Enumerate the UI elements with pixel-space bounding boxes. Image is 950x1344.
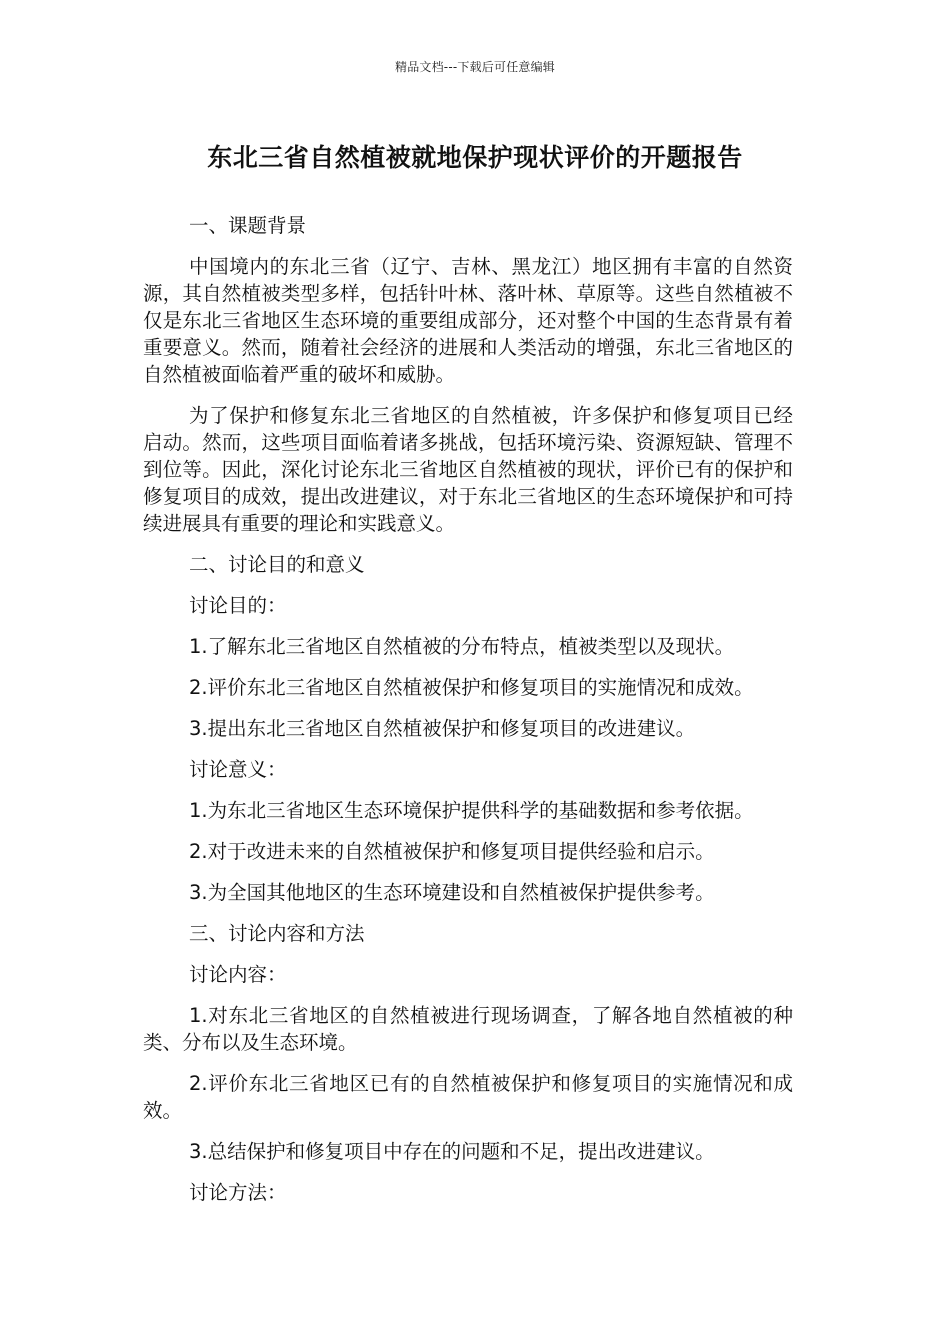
section-heading-content-methods: 三、讨论内容和方法 <box>189 922 365 945</box>
list-item-purpose-1: 1.了解东北三省地区自然植被的分布特点，植被类型以及现状。 <box>189 635 735 658</box>
list-item-significance-2: 2.对于改进未来的自然植被保护和修复项目提供经验和启示。 <box>189 840 715 863</box>
document-title: 东北三省自然植被就地保护现状评价的开题报告 <box>207 143 743 172</box>
document-body <box>143 212 793 1220</box>
list-item-purpose-2: 2.评价东北三省地区自然植被保护和修复项目的实施情况和成效。 <box>189 676 754 699</box>
subheading-methods: 讨论方法： <box>189 1181 287 1204</box>
section-heading-purpose: 二、讨论目的和意义 <box>189 553 365 576</box>
subheading-purpose: 讨论目的： <box>189 594 287 617</box>
paragraph-background-1: 中国境内的东北三省（辽宁、吉林、黑龙江）地区拥有丰富的自然资源，其自然植被类型多样，包括针叶林、落叶林、草原等。这些自然植被不仅是东北三省地区生态环境的重要组成部分，还对整个中国的生态背景有着重要意义。然而，随着社会经济的进展和人类活动的增强，东北三省地区的自然植被面临着严重的破坏和威胁。 <box>143 255 793 386</box>
paragraph-background-2: 为了保护和修复东北三省地区的自然植被，许多保护和修复项目已经启动。然而，这些项目面临着诸多挑战，包括环境污染、资源短缺、管理不到位等。因此，深化讨论东北三省地区自然植被的现状，评价已有的保护和修复项目的成效，提出改进建议，对于东北三省地区的生态环境保护和可持续进展具有重要的理论和实践意义。 <box>143 404 793 535</box>
list-item-content-1: 1.对东北三省地区的自然植被进行现场调查，了解各地自然植被的种类、分布以及生态环境。 <box>143 1004 793 1054</box>
list-item-purpose-3: 3.提出东北三省地区自然植被保护和修复项目的改进建议。 <box>189 717 696 740</box>
list-item-content-3: 3.总结保护和修复项目中存在的问题和不足，提出改进建议。 <box>189 1140 715 1163</box>
list-item-significance-1: 1.为东北三省地区生态环境保护提供科学的基础数据和参考依据。 <box>189 799 754 822</box>
list-item-significance-3: 3.为全国其他地区的生态环境建设和自然植被保护提供参考。 <box>189 881 715 904</box>
list-item-content-2: 2.评价东北三省地区已有的自然植被保护和修复项目的实施情况和成效。 <box>143 1072 793 1122</box>
page-header-note: 精品文档---下载后可任意编辑 <box>395 60 555 74</box>
subheading-content: 讨论内容： <box>189 963 287 986</box>
subheading-significance: 讨论意义： <box>189 758 287 781</box>
section-heading-background: 一、课题背景 <box>189 214 307 237</box>
